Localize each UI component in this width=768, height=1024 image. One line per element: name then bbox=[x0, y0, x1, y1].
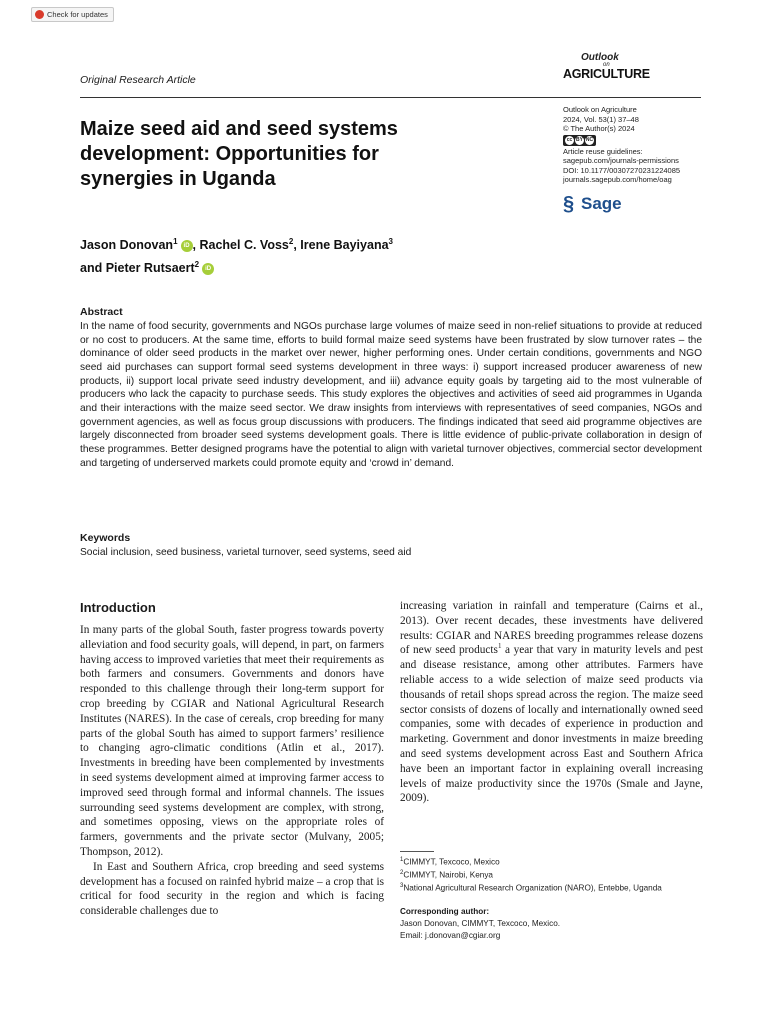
introduction-heading: Introduction bbox=[80, 600, 156, 615]
journal-name: Outlook on Agriculture bbox=[563, 105, 637, 114]
footnote-num: 3 bbox=[400, 883, 404, 889]
publisher-name: Sage bbox=[581, 194, 622, 213]
col2-text-b: a year that vary in maturity levels and pest and disease resistance, among other attributes. Farmers have reliable access to a wide selection of maize seed products via thousands of retail shops spread across the region. The maize seed sector consists of dozens of locally and internationally owned seed companies, some with decades of experience in production and marketing. Government and donor investments in maize breeding and seed systems development across East and Southern Africa have been an important factor in explaining overall increasing levels of maize productivity since the 1970s (Smale and Jayne, 2009). bbox=[400, 644, 703, 805]
orcid-icon[interactable]: iD bbox=[181, 240, 193, 252]
footnote-text: CIMMYT, Nairobi, Kenya bbox=[403, 870, 493, 880]
reuse-label: Article reuse guidelines: bbox=[563, 146, 643, 156]
volume-info: 2024, Vol. 53(1) 37–48 bbox=[563, 114, 639, 124]
header-rule bbox=[80, 97, 701, 98]
author-list bbox=[80, 232, 550, 278]
sage-s-icon: § bbox=[563, 193, 575, 215]
article-meta bbox=[563, 105, 713, 185]
cc-license-icon[interactable] bbox=[563, 135, 596, 146]
footnote-1 bbox=[400, 857, 710, 867]
check-for-updates-button[interactable] bbox=[31, 7, 114, 22]
intro-paragraph-2: In East and Southern Africa, crop breeding and seed systems development has a focused on rainfed hybrid maize – a crop that is critical for food security in the region and which is facing considerable challenges due to bbox=[80, 860, 384, 918]
body-column-right bbox=[400, 599, 703, 806]
footnote-text: CIMMYT, Texcoco, Mexico bbox=[403, 857, 500, 867]
intro-paragraph-1: In many parts of the global South, faster progress towards poverty alleviation and food security goals, will depend, in part, on farmers having access to improved varieties that meet their requirements as both farmers and consumers. Governments and donors have responded to this challenge through their long-term support for crop breeding by CGIAR and National Agricultural Research Institutes (NARES). In the case of cereals, crop breeding for many parts of the global South has aimed to support farmers’ resilience to changing agro-climatic conditions (Atlin et al., 2017). Investments in breeding have been complemented by investments in seed systems development aimed at improving farmer access to improved seed through formal and informal channels. The issues surrounding seed systems development are complex, with strong, and sometimes opposing, views on the appropriate roles of farmers, governments and the private sector (Mulvany, 2005; Thompson, 2012). bbox=[80, 624, 384, 858]
reuse-link[interactable]: sagepub.com/journals-permissions bbox=[563, 156, 679, 166]
body-column-left bbox=[80, 623, 384, 919]
by-badge: BY bbox=[575, 136, 584, 145]
author-name[interactable]: Rachel C. Voss bbox=[199, 238, 289, 253]
footnote-ref[interactable]: 1 bbox=[497, 642, 502, 651]
col2-text-a: increasing variation in rainfall and temperature (Cairns et al., 2013). Over recent decades, these investments have delivered results: CGIAR and NARES breeding programmes release dozens of new seed products bbox=[400, 600, 703, 657]
journal-logo bbox=[563, 52, 649, 86]
publisher-logo bbox=[563, 194, 622, 214]
corresponding-author-heading: Corresponding author: bbox=[400, 907, 490, 916]
corresponding-author-email[interactable]: Email: j.donovan@cgiar.org bbox=[400, 931, 501, 940]
copyright: © The Author(s) 2024 bbox=[563, 124, 635, 133]
author-affiliation: 2 bbox=[288, 237, 294, 246]
footnote-3 bbox=[400, 883, 710, 893]
abstract-text: In the name of food security, governments and NGOs purchase large volumes of maize seed in non-relief situations to provide at reduced or no cost to producers. At the same time, efforts to build formal maize seed systems have been frustrated by slow turnover rates – the dominance of older seed products in the market over newer, higher performing ones. Under certain conditions, governments and NGO seed aid purchases can support formal seed systems development in three ways: i) support increased producer awareness of new products, ii) support local private seed industry development, and iii) advance equity goals by targeting aid to the most vulnerable of producers who lack the capacity to purchase seeds. This study explores the objectives and activities of seed aid programmes in Uganda and their interactions with the maize seed sector. We draw insights from interviews with representatives of seed companies, NGOs and government agencies, as well as focus group discussions with producers. The findings indicated that seed aid programme objectives are largely disconnected from broader seed systems development goals. There is little evidence of public-private collaboration in design of these programmes. Better designed programs have the potential to align with varietal turnover objectives, commercial sector development and targeting of underserved markets could promote equity and ‘crowd in’ demand. bbox=[80, 321, 702, 469]
logo-top-text: Outlook bbox=[581, 52, 619, 63]
logo-on-text: on bbox=[603, 62, 610, 68]
author-separator: , bbox=[192, 238, 200, 253]
footnote-2 bbox=[400, 870, 710, 880]
nc-badge: NC bbox=[585, 136, 594, 145]
footnote-text: National Agricultural Research Organization (NARO), Entebbe, Uganda bbox=[403, 883, 662, 893]
update-icon bbox=[35, 10, 44, 19]
check-for-updates-label: Check for updates bbox=[47, 10, 108, 19]
footnote-num: 2 bbox=[400, 870, 404, 876]
article-title: Maize seed aid and seed systems development: Opportunities for synergies in Uganda bbox=[80, 118, 398, 190]
author-name[interactable]: Jason Donovan bbox=[80, 238, 174, 253]
orcid-icon[interactable]: iD bbox=[202, 263, 214, 275]
intro-paragraph-continued bbox=[400, 599, 703, 806]
abstract-heading: Abstract bbox=[80, 306, 123, 318]
author-affiliation: 2 bbox=[194, 260, 200, 270]
corresponding-author-line: Jason Donovan, CIMMYT, Texcoco, Mexico. bbox=[400, 919, 561, 928]
keywords-text: Social inclusion, seed business, varietal turnover, seed systems, seed aid bbox=[80, 547, 412, 558]
journal-home-link[interactable]: journals.sagepub.com/home/oag bbox=[563, 175, 672, 185]
keywords-heading: Keywords bbox=[80, 532, 131, 544]
author-separator: , bbox=[293, 238, 301, 253]
author-affiliation: 3 bbox=[388, 237, 393, 246]
author-affiliation: 1 bbox=[173, 237, 178, 246]
logo-main-text: AGRICULTURE bbox=[563, 67, 650, 81]
footnote-rule bbox=[400, 851, 434, 852]
article-type: Original Research Article bbox=[80, 74, 196, 86]
author-name[interactable]: Irene Bayiyana bbox=[300, 238, 389, 253]
authors-and: and bbox=[80, 261, 103, 276]
author-name[interactable]: Pieter Rutsaert bbox=[105, 261, 195, 276]
footnote-num: 1 bbox=[400, 857, 404, 863]
cc-badge: cc bbox=[565, 136, 574, 145]
doi-link[interactable]: DOI: 10.1177/00307270231224085 bbox=[563, 165, 681, 175]
